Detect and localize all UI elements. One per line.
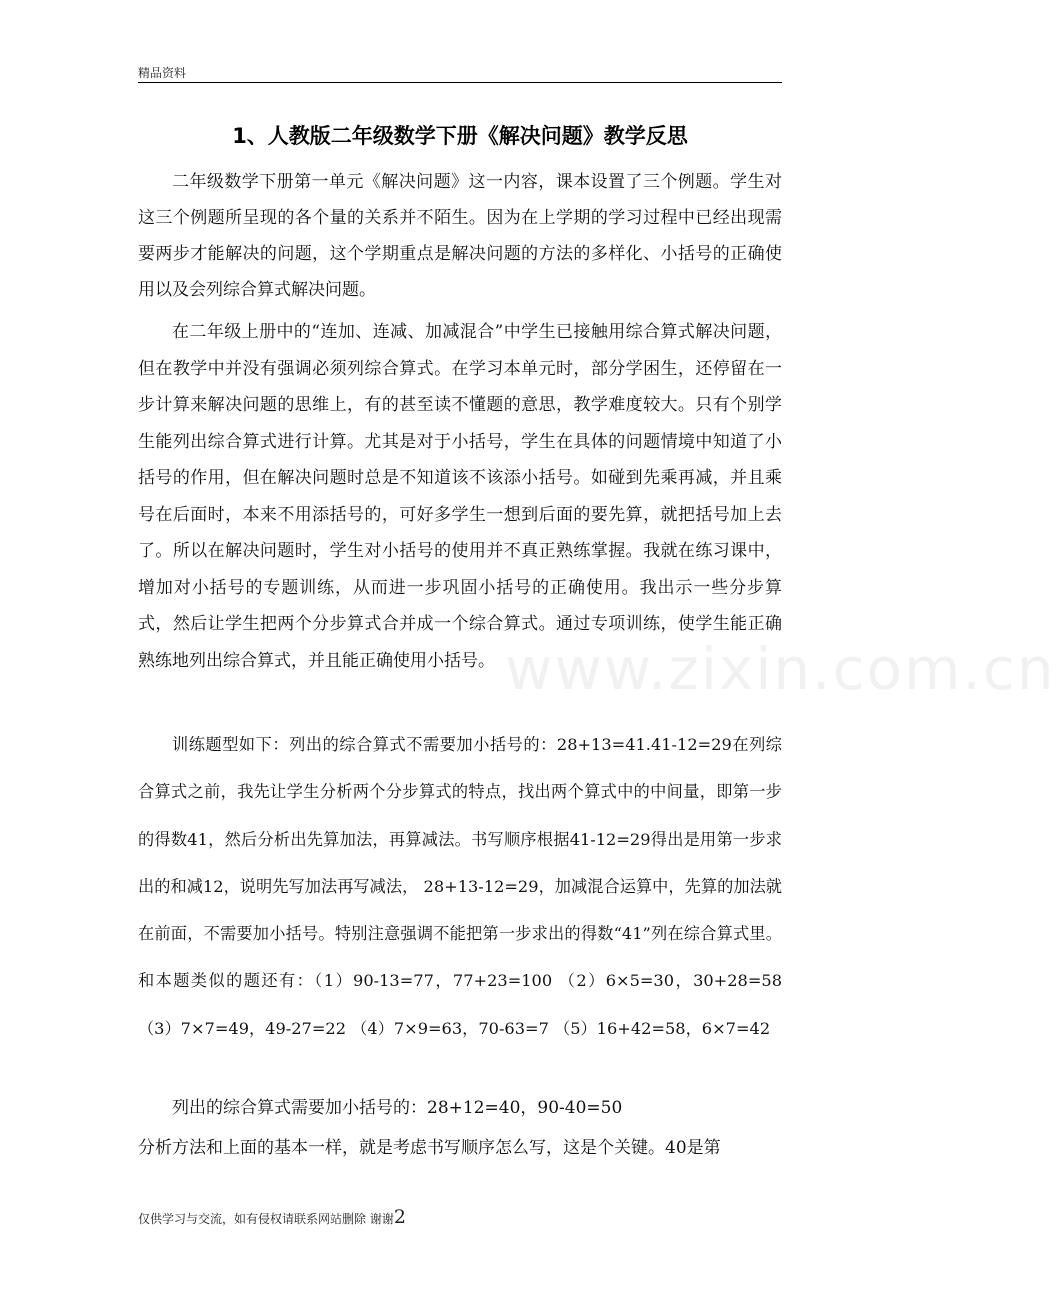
paragraph-text: 在二年级上册中的“连加、连减、加减混合”中学生已接触用综合算式解决问题，但在教学中并没有强调必须列综合算式。在学习本单元时，部分学困生，还停留在一步计算来解决问题的思维上，有的甚至读不懂题的意思，教学难度较大。只有个别学生能列出综合算式进行计算。尤其是对于小括号，学生在具体的问题情境中知道了小括号的作用，但在解决问题时总是不知道该不该添小括号。如碰到先乘再减，并且乘号在后面时，本来不用添括号的，可好多学生一想到后面的要先算，就把括号加上去了。所以在解决问题时，学生对小括号的使用并不真正熟练掌握。我就在练习课中，增加对小括号的专题训练，从而进一步巩固小括号的正确使用。我出示一些分步算式，然后让学生把两个分步算式合并成一个综合算式。通过专项训练，使学生能正确熟练地列出综合算式，并且能正确使用小括号。: [138, 322, 782, 671]
paragraph-parentheses: [138, 1088, 782, 1168]
header-divider: [138, 82, 782, 83]
paragraph-analysis: [138, 314, 782, 679]
header-label: 精品资料: [138, 66, 187, 80]
paragraph-text: 训练题型如下：列出的综合算式不需要加小括号的：28+13=41.41-12=29在列综合算式之前，我先让学生分析两个分步算式的特点，找出两个算式中的中间量，即第一步的得数41，然后分析出先算加法，再算减法。书写顺序根据41-12=29得出是用第一步求出的和减12，说明先写加法再写减法， 28+13-12=29，加减混合运算中，先算的加法就在前面，不需要加小括号。特别注意强调不能把第一步求出的得数“41”列在综合算式里。和本题类似的题还有：（1）90-13=77，77+23=100 （2）6×5=30，30+28=58 （3）7×7=49，49-27=22 （4）7×9=63，70-63=7 （5）16+42=58，6×7=42: [138, 735, 782, 1038]
watermark: www.zixin.com.cn: [505, 635, 1056, 703]
footer: [138, 1206, 406, 1228]
paragraph-intro: [138, 164, 782, 308]
footer-text: 仅供学习与交流，如有侵权请联系网站删除 谢谢: [138, 1212, 394, 1226]
paragraph-text: 二年级数学下册第一单元《解决问题》这一内容，课本设置了三个例题。学生对这三个例题所呈现的各个量的关系并不陌生。因为在上学期的学习过程中已经出现需要两步才能解决的问题，这个学期重点是解决问题的方法的多样化、小括号的正确使用以及会列综合算式解决问题。: [138, 172, 782, 300]
page-number: 2: [393, 1206, 406, 1228]
paragraph-text: 分析方法和上面的基本一样，就是考虑书写顺序怎么写，这是个关键。40是第: [138, 1138, 721, 1158]
paragraph-text: 列出的综合算式需要加小括号的：28+12=40，90-40=50: [172, 1098, 623, 1118]
document-title: 1、人教版二年级数学下册《解决问题》教学反思: [232, 124, 688, 148]
paragraph-training: [138, 721, 782, 1052]
